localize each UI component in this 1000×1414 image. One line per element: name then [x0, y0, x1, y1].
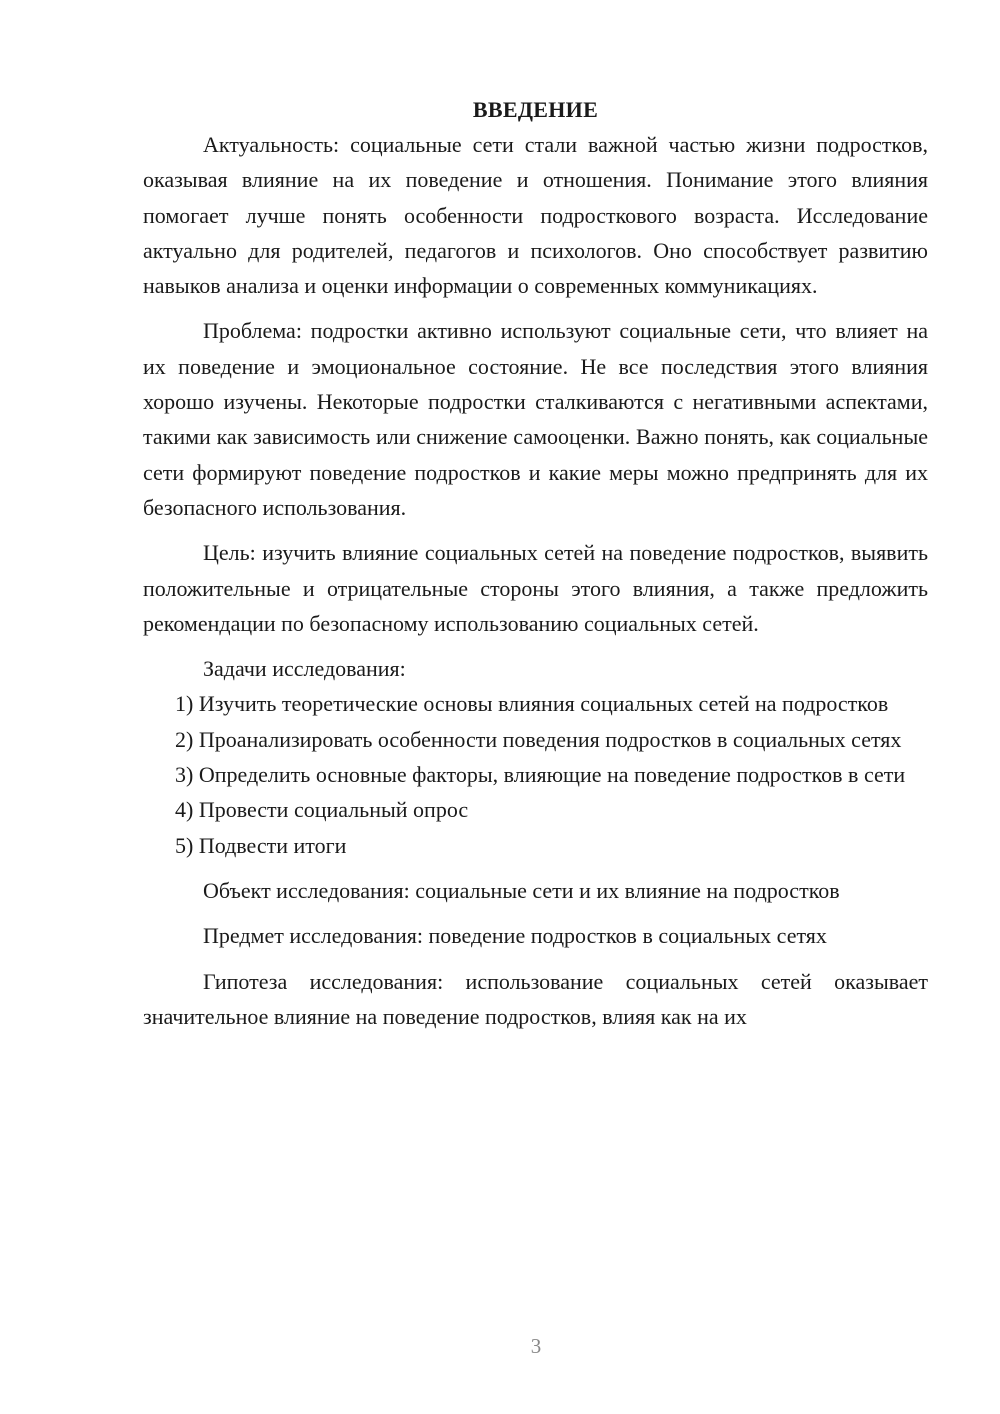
page-number: 3	[530, 1334, 542, 1358]
task-item-3: 3) Определить основные факторы, влияющие на поведение подростков в сети	[175, 762, 906, 788]
subject-paragraph: Предмет исследования: поведение подростков в социальных сетях	[203, 923, 827, 949]
relevance-paragraph: Актуальность: социальные сети стали важной частью жизни подростков, оказывая влияние на их поведение и отношения. Понимание этого влияния помогает лучше понять особенности подросткового возраста. Исследование актуально для родителей, педагогов и психологов. Оно способствует развитию навыков анализа и оценки информации о современных коммуникациях.	[143, 132, 928, 299]
object-paragraph: Объект исследования: социальные сети и их влияние на подростков	[203, 877, 840, 903]
goal-paragraph: Цель: изучить влияние социальных сетей на поведение подростков, выявить положительные и отрицательные стороны этого влияния, а также предложить рекомендации по безопасному использованию социальных сетей.	[143, 540, 928, 636]
page-title: ВВЕДЕНИЕ	[472, 97, 599, 122]
task-item-1: 1) Изучить теоретические основы влияния социальных сетей на подростков	[175, 691, 889, 717]
tasks-heading: Задачи исследования:	[203, 656, 406, 682]
problem-paragraph: Проблема: подростки активно используют социальные сети, что влияет на их поведение и эмоциональное состояние. Не все последствия этого влияния хорошо изучены. Некоторые подростки сталкиваются с негативными аспектами, такими как зависимость или снижение самооценки. Важно понять, как социальные сети формируют поведение подростков и какие меры можно предпринять для их безопасного использования.	[143, 318, 928, 520]
hypothesis-paragraph: Гипотеза исследования: использование социальных сетей оказывает значительное влияние на поведение подростков, влияя как на их	[143, 968, 928, 1029]
page-content	[143, 92, 928, 1034]
task-item-5: 5) Подвести итоги	[175, 832, 347, 858]
task-item-4: 4) Провести социальный опрос	[175, 797, 469, 823]
task-item-2: 2) Проанализировать особенности поведения подростков в социальных сетях	[175, 726, 902, 752]
